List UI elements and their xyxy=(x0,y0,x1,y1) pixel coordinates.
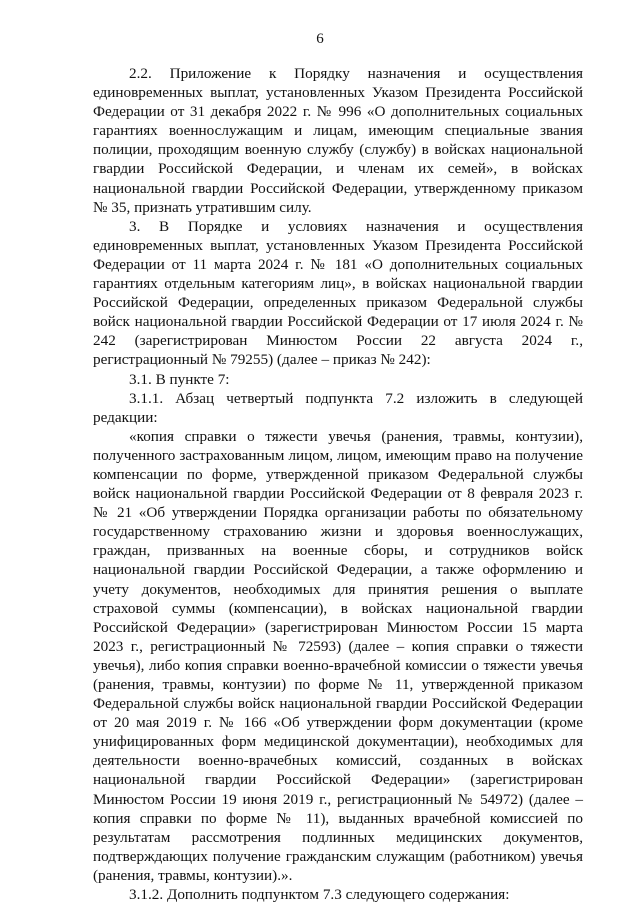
paragraph-2-2: 2.2. Приложение к Порядку назначения и осуществления единовременных выплат, установленных Указом Президента Российской Федерации от 31 декабря 2022 г. № 996 «О дополнительных социальных гарантиях военнослужащим и лицам, имеющим специальные звания полиции, проходящим военную службу (службу) в войсках национальной гвардии Российской Федерации, и членам их семей», в войсках национальной гвардии Российской Федерации, утвержденному приказом № 35, признать утратившим силу. xyxy=(93,65,583,216)
page-number: 6 xyxy=(316,31,324,47)
document-body xyxy=(93,64,583,904)
paragraph-3-1-1: 3.1.1. Абзац четвертый подпункта 7.2 изложить в следующей редакции: xyxy=(93,389,583,426)
paragraph-3-1: 3.1. В пункте 7: xyxy=(129,370,230,388)
paragraph-3: 3. В Порядке и условиях назначения и осуществления единовременных выплат, установленных Указом Президента Российской Федерации от 11 марта 2024 г. № 181 «О дополнительных социальных гарантиях отдельным категориям лиц», в войсках национальной гвардии Российской Федерации, определенных приказом Федеральной службы войск национальной гвардии Российской Федерации от 17 июля 2024 г. № 242 (зарегистрирован Минюстом России 22 августа 2024 г., регистрационный № 79255) (далее – приказ № 242): xyxy=(93,217,583,369)
paragraph-3-1-2: 3.1.2. Дополнить подпунктом 7.3 следующего содержания: xyxy=(129,886,510,904)
paragraph-quoted-text: «копия справки о тяжести увечья (ранения, травмы, контузии), полученного застрахованным лицом, лицом, имеющим право на получение компенсации по форме, утвержденной приказом Федеральной службы войск национальной гвардии Российской Федерации от 8 февраля 2023 г. № 21 «Об утверждении Порядка организации работы по обязательному государственному страхованию жизни и здоровья военнослужащих, граждан, призванных на военные сборы, и сотрудников войск национальной гвардии Российской Федерации, а также оформлению и учету документов, необходимых для принятия решения о выплате страховой суммы (компенсации), в войсках национальной гвардии Российской Федерации» (зарегистрирован Минюстом России 15 марта 2023 г., регистрационный № 72593) (далее – копия справки о тяжести увечья), либо копия справки военно-врачебной комиссии о тяжести увечья (ранения, травмы, контузии) по форме № 11, утвержденной приказом Федеральной службы войск национальной гвардии Российской Федерации от 20 мая 2019 г. № 166 «Об утверждении форм документации (кроме унифицированных форм медицинской документации), необходимых для деятельности военно-врачебных комиссий, созданных в войсках национальной гвардии Российской Федерации» (зарегистрирован Минюстом России 19 июня 2019 г., регистрационный № 54972) (далее – копия справки по форме № 11), выданных врачебной комиссией по результатам рассмотрения подлинных медицинских документов, подтверждающих получение гражданским служащим (работником) увечья (ранения, травмы, контузии).». xyxy=(93,427,583,884)
